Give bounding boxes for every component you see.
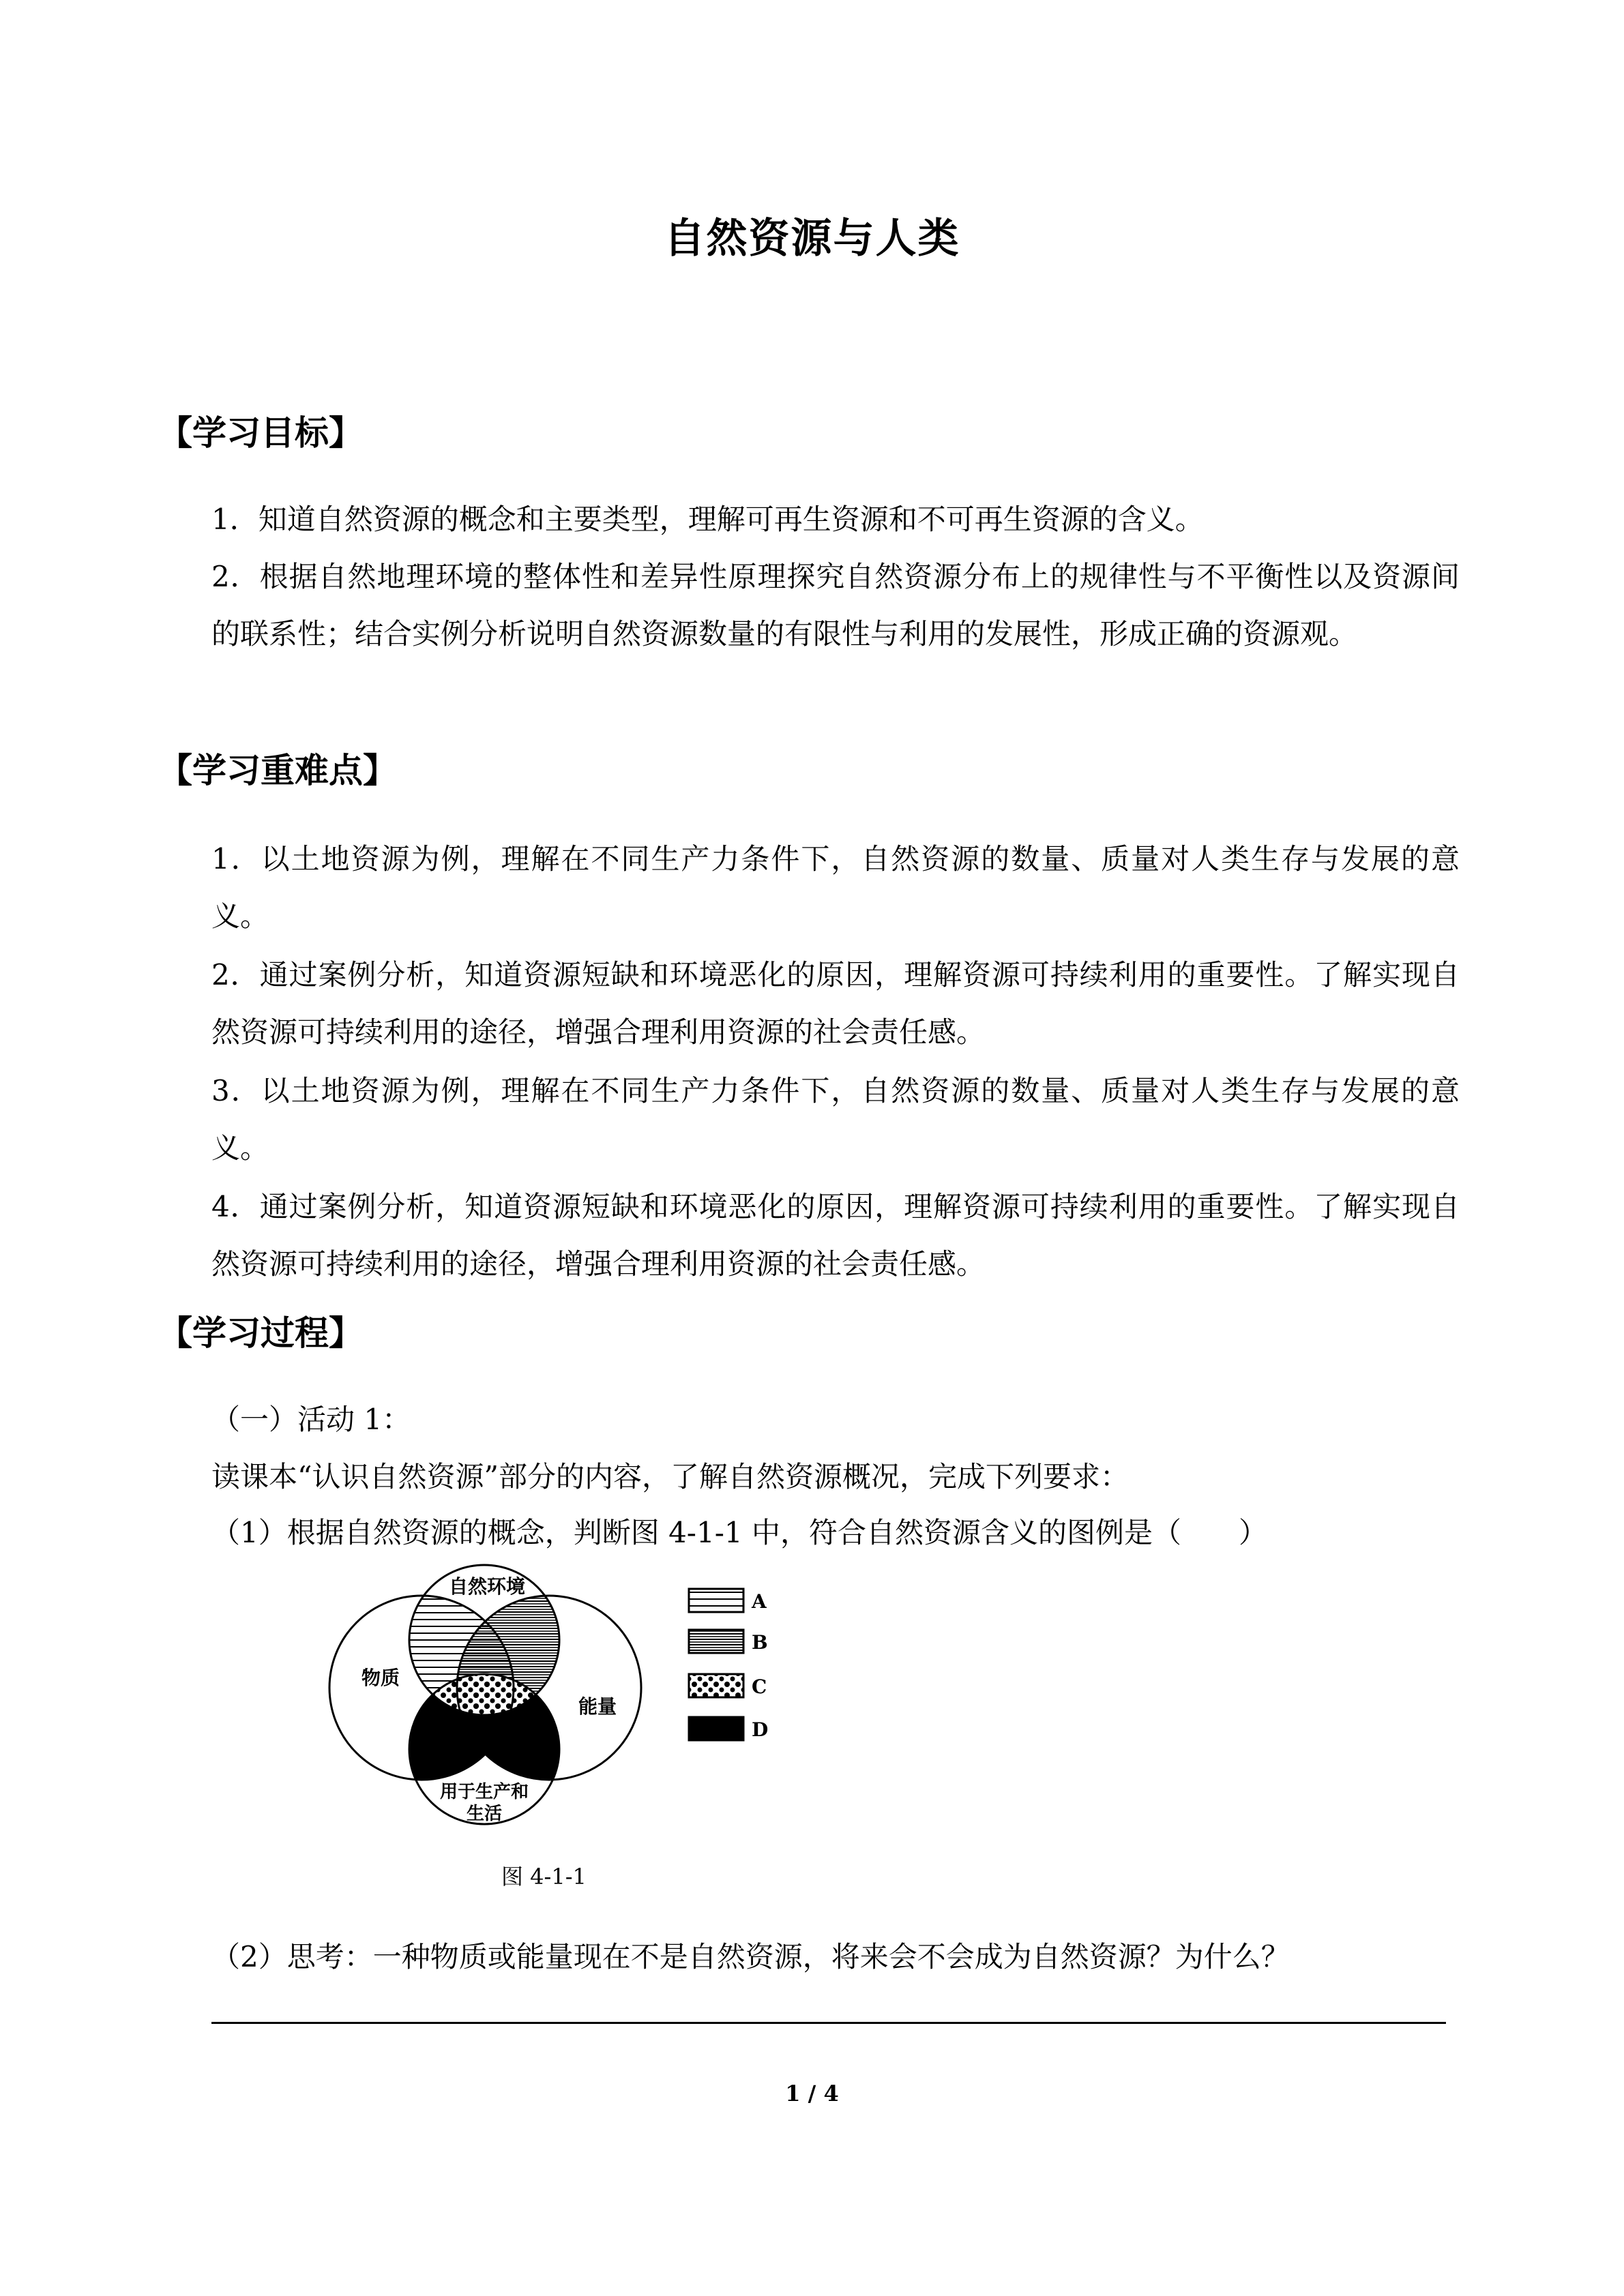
key-point-item-1-text: 1．以土地资源为例，理解在不同生产力条件下，自然资源的数量、质量对人类生存与发展的意义。 — [211, 842, 1460, 933]
legend-swatch-d — [689, 1717, 743, 1740]
question-2: （2）思考：一种物质或能量现在不是自然资源，将来会不会成为自然资源？为什么？ — [211, 1940, 1290, 1973]
legend — [689, 1589, 768, 1741]
process-heading: 【学习过程】 — [158, 1313, 363, 1353]
objectives-heading: 【学习目标】 — [158, 413, 363, 453]
objective-item-2-text: 2．根据自然地理环境的整体性和差异性原理探究自然资源分布上的规律性与不平衡性以及资源间的联系性；结合实例分析说明自然资源数量的有限性与利用的发展性，形成正确的资源观。 — [211, 560, 1460, 651]
legend-label-d: D — [752, 1718, 769, 1741]
label-matter: 物质 — [361, 1667, 400, 1689]
activity-label: （一）活动 1： — [211, 1403, 411, 1436]
label-production-line1: 用于生产和 — [439, 1782, 529, 1802]
key-point-item-2-text: 2．通过案例分析，知道资源短缺和环境恶化的原因，理解资源可持续利用的重要性。了解实现自然资源可持续利用的途径，增强合理利用资源的社会责任感。 — [211, 958, 1460, 1049]
key-point-item-4-text: 4．通过案例分析，知道资源短缺和环境恶化的原因，理解资源可持续利用的重要性。了解实现自然资源可持续利用的途径，增强合理利用资源的社会责任感。 — [211, 1190, 1460, 1281]
figure-caption: 图 4-1-1 — [501, 1864, 587, 1890]
page-title: 自然资源与人类 — [664, 215, 960, 263]
legend-swatch-a — [689, 1589, 743, 1612]
objective-item-1-text: 1．知道自然资源的概念和主要类型，理解可再生资源和不可再生资源的含义。 — [211, 503, 1204, 536]
key-points-heading: 【学习重难点】 — [158, 751, 397, 790]
objective-item-1 — [211, 491, 1460, 548]
key-point-item-3 — [211, 1062, 1460, 1177]
key-point-item-4 — [211, 1178, 1460, 1293]
label-environment: 自然环境 — [448, 1575, 526, 1598]
legend-swatch-b — [689, 1630, 743, 1653]
activity-instruction: 读课本“认识自然资源”部分的内容，了解自然资源概况，完成下列要求： — [211, 1460, 1129, 1493]
label-production-line2: 生活 — [466, 1804, 503, 1824]
legend-label-b: B — [752, 1631, 768, 1654]
legend-label-a: A — [752, 1590, 767, 1613]
venn-diagram — [321, 1562, 812, 1848]
page-number: 1 / 4 — [785, 2081, 839, 2106]
key-point-item-3-text: 3．以土地资源为例，理解在不同生产力条件下，自然资源的数量、质量对人类生存与发展的意义。 — [211, 1074, 1460, 1165]
legend-swatch-c — [689, 1674, 743, 1697]
question-1: （1）根据自然资源的概念，判断图 4-1-1 中，符合自然资源含义的图例是（ ） — [211, 1516, 1267, 1549]
objective-item-2 — [211, 548, 1460, 663]
label-energy: 能量 — [578, 1695, 617, 1718]
footer-divider — [211, 2022, 1446, 2024]
legend-label-c: C — [752, 1675, 767, 1698]
key-point-item-1 — [211, 831, 1460, 945]
key-point-item-2 — [211, 946, 1460, 1061]
